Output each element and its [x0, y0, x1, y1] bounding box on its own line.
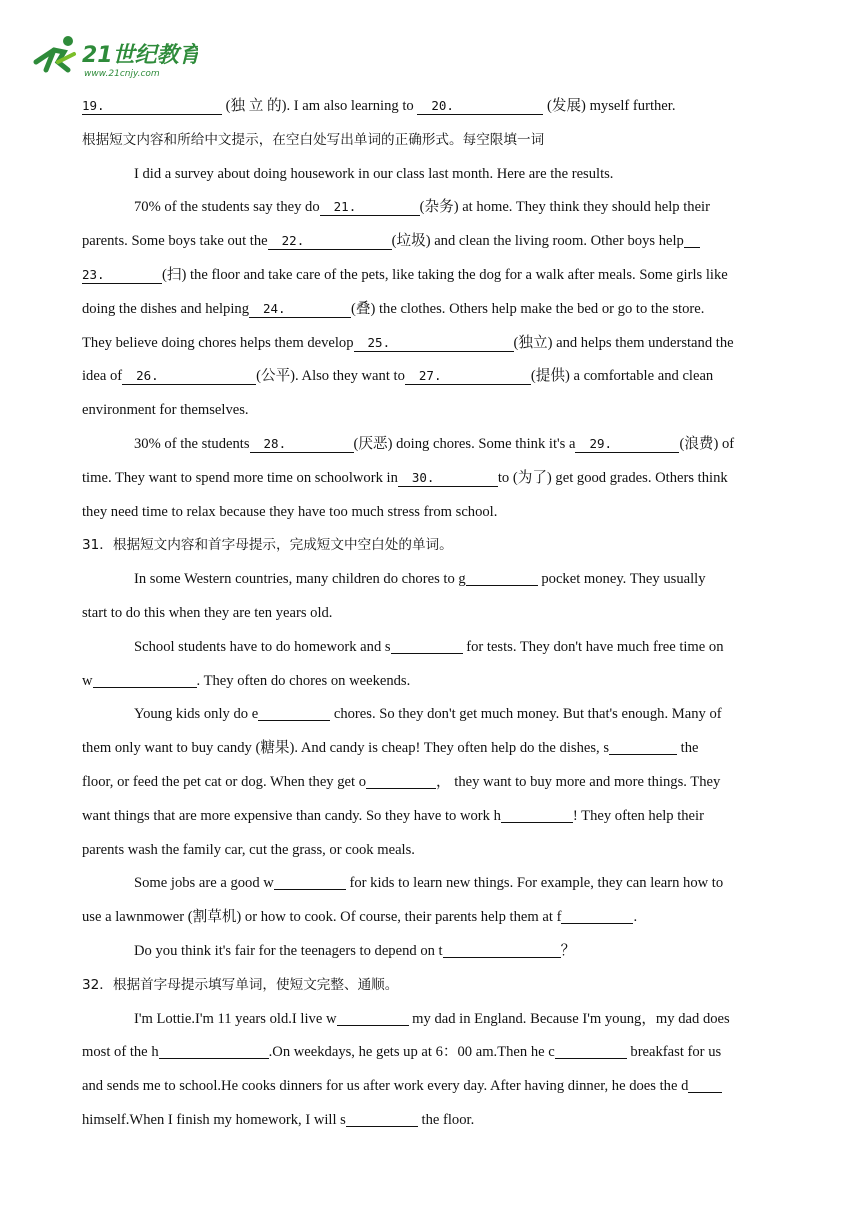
- text-run: 31．根据短文内容和首字母提示，完成短文中空白处的单词。: [82, 537, 453, 554]
- text-line: [82, 867, 782, 901]
- document-body: [82, 90, 782, 1138]
- logo-mark: 21世纪教育: [82, 43, 198, 68]
- blank-number: 20.: [431, 98, 454, 113]
- text-run: (杂务) at home. They think they should help their: [419, 199, 710, 216]
- text-run: .: [633, 909, 638, 926]
- text-line: [82, 698, 782, 732]
- answer-blank[interactable]: [688, 1076, 722, 1093]
- text-run: pocket money. They usually: [537, 571, 706, 588]
- blank-number: 24.: [263, 300, 286, 316]
- text-run: for tests. They don't have much free time on: [462, 638, 724, 655]
- text-run: (独立) and helps them understand the: [513, 334, 734, 351]
- text-line: [82, 225, 782, 259]
- text-run: idea of: [82, 368, 123, 385]
- blank-number: 29.: [589, 435, 613, 451]
- text-run: (提供) a comfortable and clean: [530, 368, 714, 385]
- text-line: [82, 293, 782, 327]
- answer-blank[interactable]: [466, 569, 538, 586]
- text-line: [82, 1003, 782, 1037]
- text-line: [82, 901, 782, 935]
- answer-blank[interactable]: [258, 704, 330, 721]
- logo: [28, 32, 198, 80]
- text-line: [82, 394, 782, 428]
- blank-number: 22.: [281, 233, 305, 249]
- text-run: time. They want to spend more time on schoolwork in: [82, 469, 398, 486]
- text-run: floor, or feed the pet cat or dog. When they get o: [82, 773, 367, 790]
- blank-number: 26.: [136, 368, 159, 384]
- text-run: I'm Lottie.I'm 11 years old.I live w: [134, 1010, 337, 1027]
- text-line: [82, 969, 782, 1003]
- blank-number: 30.: [411, 469, 435, 485]
- text-run: ! They often help their: [572, 807, 704, 824]
- text-run: School students have to do homework and s: [134, 638, 391, 655]
- answer-blank[interactable]: [159, 1042, 269, 1059]
- text-line: [82, 462, 782, 496]
- answer-blank[interactable]: [501, 806, 573, 823]
- text-run: environment for themselves.: [82, 402, 249, 419]
- answer-blank[interactable]: [575, 436, 679, 453]
- blank-number: 21.: [333, 199, 357, 215]
- text-run: want things that are more expensive than candy. So they have to work h: [82, 807, 501, 824]
- answer-blank[interactable]: [82, 98, 222, 115]
- blank-number: 19.: [82, 98, 105, 113]
- text-run: ， they want to buy more and more things. They: [436, 773, 721, 790]
- answer-blank[interactable]: [82, 267, 162, 284]
- answer-blank[interactable]: [684, 231, 700, 248]
- text-run: Do you think it's fair for the teenagers to depend on t: [134, 942, 443, 959]
- text-run: In some Western countries, many children do chores to g: [134, 571, 466, 588]
- text-run: the: [677, 740, 699, 757]
- text-run: the floor.: [417, 1111, 475, 1128]
- answer-blank[interactable]: [268, 233, 392, 250]
- blank-number: 23.: [82, 266, 105, 282]
- answer-blank[interactable]: [122, 368, 256, 385]
- text-run: I did a survey about doing housework in our class last month. Here are the results.: [134, 165, 614, 182]
- text-line: [82, 935, 782, 969]
- text-run: most of the h: [82, 1044, 159, 1061]
- text-run: use a lawnmower (割草机) or how to cook. Of course, their parents help them at f: [82, 909, 562, 926]
- answer-blank[interactable]: [609, 738, 677, 755]
- answer-blank[interactable]: [398, 470, 498, 487]
- text-run: parents wash the family car, cut the grass, or cook meals.: [82, 841, 415, 858]
- text-run: They believe doing chores helps them develop: [82, 334, 354, 351]
- text-line: [82, 1070, 782, 1104]
- text-line: [82, 1036, 782, 1070]
- text-run: parents. Some boys take out the: [82, 233, 268, 250]
- answer-blank[interactable]: [274, 873, 346, 890]
- text-run: start to do this when they are ten years old.: [82, 604, 333, 621]
- text-line: [82, 665, 782, 699]
- text-line: [82, 360, 782, 394]
- text-run: (叠) the clothes. Others help make the bed or go to the store.: [351, 300, 705, 317]
- text-line: [82, 766, 782, 800]
- runner-logo-icon: [28, 32, 198, 80]
- answer-blank[interactable]: [250, 436, 354, 453]
- answer-blank[interactable]: [354, 335, 514, 352]
- text-run: w: [82, 672, 93, 689]
- blank-number: 27.: [418, 368, 442, 384]
- answer-blank[interactable]: [561, 907, 633, 924]
- logo-url: www.21cnjy.com: [84, 69, 160, 79]
- text-run: ？: [560, 942, 576, 959]
- text-run: 32．根据首字母提示填写单词，使短文完整、通顺。: [82, 976, 399, 993]
- text-run: doing the dishes and helping: [82, 300, 249, 317]
- text-run: 根据短文内容和所给中文提示，在空白处写出单词的正确形式。每空限填一词: [82, 131, 545, 148]
- text-run: (浪费) of: [679, 435, 735, 452]
- text-run: breakfast for us: [626, 1044, 722, 1061]
- text-run: (独 立 的). I am also learning to: [222, 98, 418, 114]
- answer-blank[interactable]: [337, 1009, 409, 1026]
- text-line: [82, 529, 782, 563]
- text-line: [82, 1104, 782, 1138]
- text-run: . They often do chores on weekends.: [196, 672, 411, 689]
- text-run: himself.When I finish my homework, I will s: [82, 1111, 346, 1128]
- text-run: to (为了) get good grades. Others think: [497, 469, 728, 486]
- answer-blank[interactable]: [391, 637, 463, 654]
- text-run: (公平). Also they want to: [256, 368, 405, 385]
- text-run: chores. So they don't get much money. But that's enough. Many of: [330, 706, 722, 723]
- answer-blank[interactable]: [320, 199, 420, 216]
- answer-blank[interactable]: [346, 1110, 418, 1127]
- answer-blank[interactable]: [555, 1042, 627, 1059]
- text-line: [82, 597, 782, 631]
- text-run: them only want to buy candy (糖果). And candy is cheap! They often help do the dishes, s: [82, 740, 610, 757]
- text-run: 30% of the students: [134, 435, 250, 452]
- text-line: [82, 90, 782, 124]
- text-run: (厌恶) doing chores. Some think it's a: [353, 435, 576, 452]
- text-line: [82, 631, 782, 665]
- answer-blank[interactable]: [249, 301, 351, 318]
- blank-number: 28.: [263, 435, 287, 451]
- text-line: [82, 834, 782, 868]
- answer-blank[interactable]: [93, 671, 197, 688]
- text-run: Young kids only do e: [134, 706, 259, 723]
- text-run: Some jobs are a good w: [134, 875, 274, 892]
- blank-number: 25.: [367, 334, 391, 350]
- text-run: (垃圾) and clean the living room. Other boys help: [391, 233, 684, 250]
- text-line: [82, 732, 782, 766]
- text-run: and sends me to school.He cooks dinners for us after work every day. After having dinner, he does the d: [82, 1078, 689, 1095]
- text-line: [82, 158, 782, 192]
- text-line: [82, 428, 782, 462]
- text-line: [82, 563, 782, 597]
- text-line: [82, 259, 782, 293]
- text-run: 70% of the students say they do: [134, 199, 320, 216]
- text-run: for kids to learn new things. For example, they can learn how to: [345, 875, 724, 892]
- text-run: (发展) myself further.: [543, 98, 676, 114]
- text-run: my dad in England. Because I'm young，my dad does: [408, 1010, 730, 1027]
- text-line: [82, 191, 782, 225]
- text-line: [82, 800, 782, 834]
- answer-blank[interactable]: [405, 368, 531, 385]
- answer-blank[interactable]: [366, 772, 436, 789]
- text-run: (扫) the floor and take care of the pets, like taking the dog for a walk after meals. Some girls like: [162, 266, 728, 283]
- text-run: they need time to relax because they have too much stress from school.: [82, 503, 498, 520]
- text-line: [82, 327, 782, 361]
- text-line: [82, 496, 782, 530]
- answer-blank[interactable]: [443, 941, 561, 958]
- text-line: [82, 124, 782, 158]
- answer-blank[interactable]: [417, 98, 543, 115]
- text-run: .On weekdays, he gets up at 6：00 am.Then he c: [268, 1044, 555, 1061]
